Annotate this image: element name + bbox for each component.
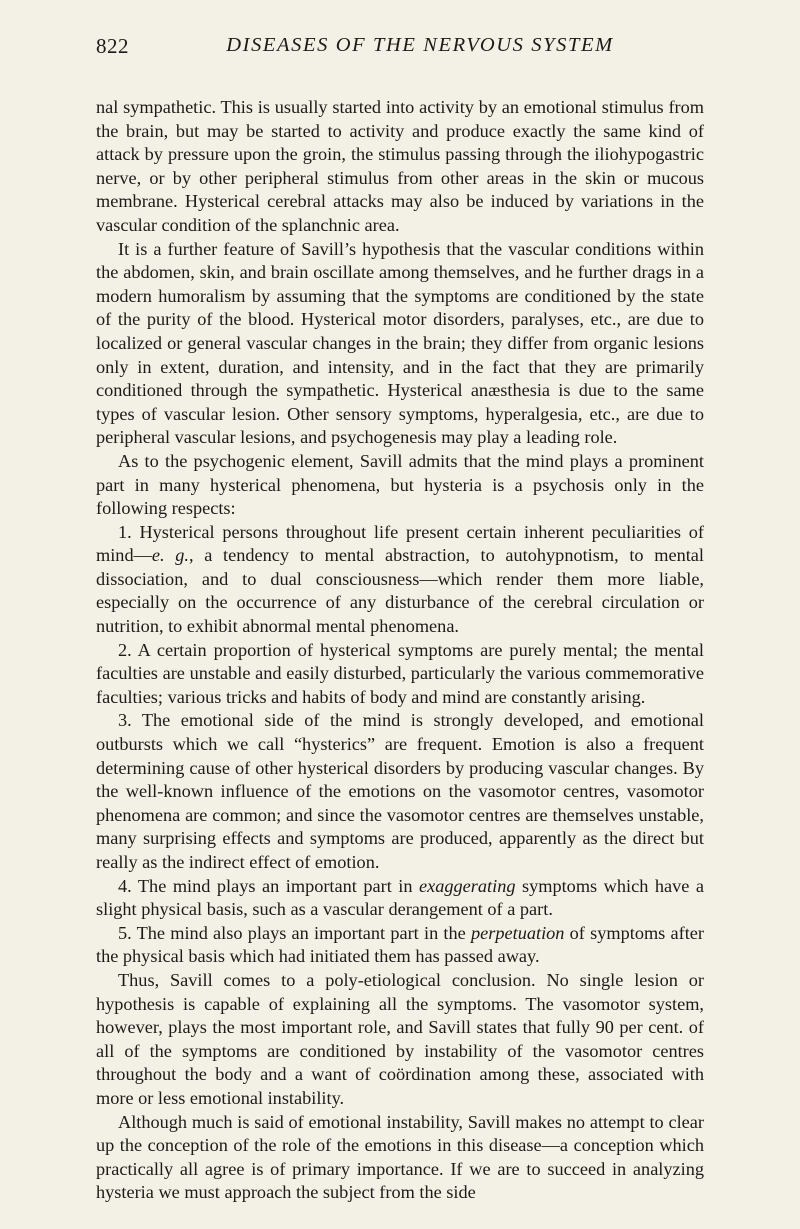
paragraph: Although much is said of emotional instability, Savill makes no attempt to clear up the conception of the role of the emotions in this disease—a conception which practically all agree is of primary importance. If we are to succeed in analyzing hysteria we must approach the subject from the side: [96, 1111, 704, 1203]
numbered-paragraph: 3. The emotional side of the mind is strongly developed, and emotional outbursts which we call “hysterics” are frequent. Emotion is also a frequent determining cause of other hysterical disorders by producing vascular changes. By the well-known influence of the emotions on the vasomotor centres, vasomotor phenomena are common; and since the vasomotor centres are themselves unstable, many surprising effects and symptoms are produced, apparently as the direct but really as the indirect effect of emotion.: [96, 710, 704, 872]
paragraph: Thus, Savill comes to a poly-etiological conclusion. No single lesion or hypothesis is capable of explaining all the symptoms. The vasomotor system, however, plays the most important role, and Savill states that fully 90 per cent. of all of the symptoms are conditioned by instability of the vasomotor centres throughout the body and a want of coördination among these, associated with more or less emotional instability.: [96, 969, 704, 1108]
numbered-paragraph: [96, 922, 704, 969]
numbered-paragraph: 2. A certain proportion of hysterical symptoms are purely mental; the mental faculties are unstable and easily disturbed, particularly the various commemorative faculties; various tricks and habits of body and mind are constantly arising.: [96, 639, 704, 707]
numbered-paragraph: [96, 521, 704, 639]
text-run: 5. The mind also plays an important part in the: [118, 922, 471, 943]
italic-text: e. g.: [151, 545, 189, 566]
running-head: DISEASES OF THE NERVOUS SYSTEM: [226, 34, 614, 56]
paragraph: As to the psychogenic element, Savill admits that the mind plays a prominent part in many hysterical phenomena, but hysteria is a psychosis only in the following respects:: [96, 450, 704, 519]
page-header: [96, 34, 704, 60]
text-run: symptoms which have a slight physical basis, such as a vascular derangement of a part.: [96, 875, 704, 920]
paragraph: It is a further feature of Savill’s hypothesis that the vascular conditions within the abdomen, skin, and brain oscillate among themselves, and he further drags in a modern humoralism by assuming that the symptoms are conditioned by the state of the purity of the blood. Hysterical motor disorders, paralyses, etc., are due to localized or general vascular changes in the brain; they differ from organic lesions only in extent, duration, and intensity, and in the fact that they are primarily conditioned through the sympathetic. Hysterical anæsthesia is due to the same types of vascular lesion. Other sensory symptoms, hyperalgesia, etc., are due to peripheral vascular lesions, and psychogenesis may play a leading role.: [96, 238, 704, 448]
page-number: 822: [96, 34, 129, 58]
italic-text: exaggerating: [419, 875, 516, 896]
text-run: 1. Hysterical persons throughout life present certain inherent peculiarities of mind—: [96, 521, 704, 566]
italic-text: perpetuation: [471, 922, 565, 943]
text-run: 4. The mind plays an important part in: [118, 875, 420, 896]
paragraph: nal sympathetic. This is usually started into activity by an emotional stimulus from the brain, but may be started to activity and produce exactly the same kind of attack by pressure upon the groin, the stimulus passing through the iliohypogastric nerve, or by other peripheral stimulus from other areas in the skin or mucous membrane. Hysterical cerebral attacks may also be induced by variations in the vascular condition of the splanchnic area.: [96, 97, 704, 235]
text-run: , a tendency to mental abstraction, to autohypnotism, to mental dissociation, and to dual consciousness—which render them more liable, especially on the occurrence of any disturbance of the cerebral circulation or nutrition, to exhibit abnormal mental phenomena.: [96, 545, 705, 637]
text-run: of symptoms after the physical basis which had initiated them has passed away.: [96, 922, 704, 967]
body-text: [96, 96, 704, 1205]
numbered-paragraph: [96, 875, 704, 922]
